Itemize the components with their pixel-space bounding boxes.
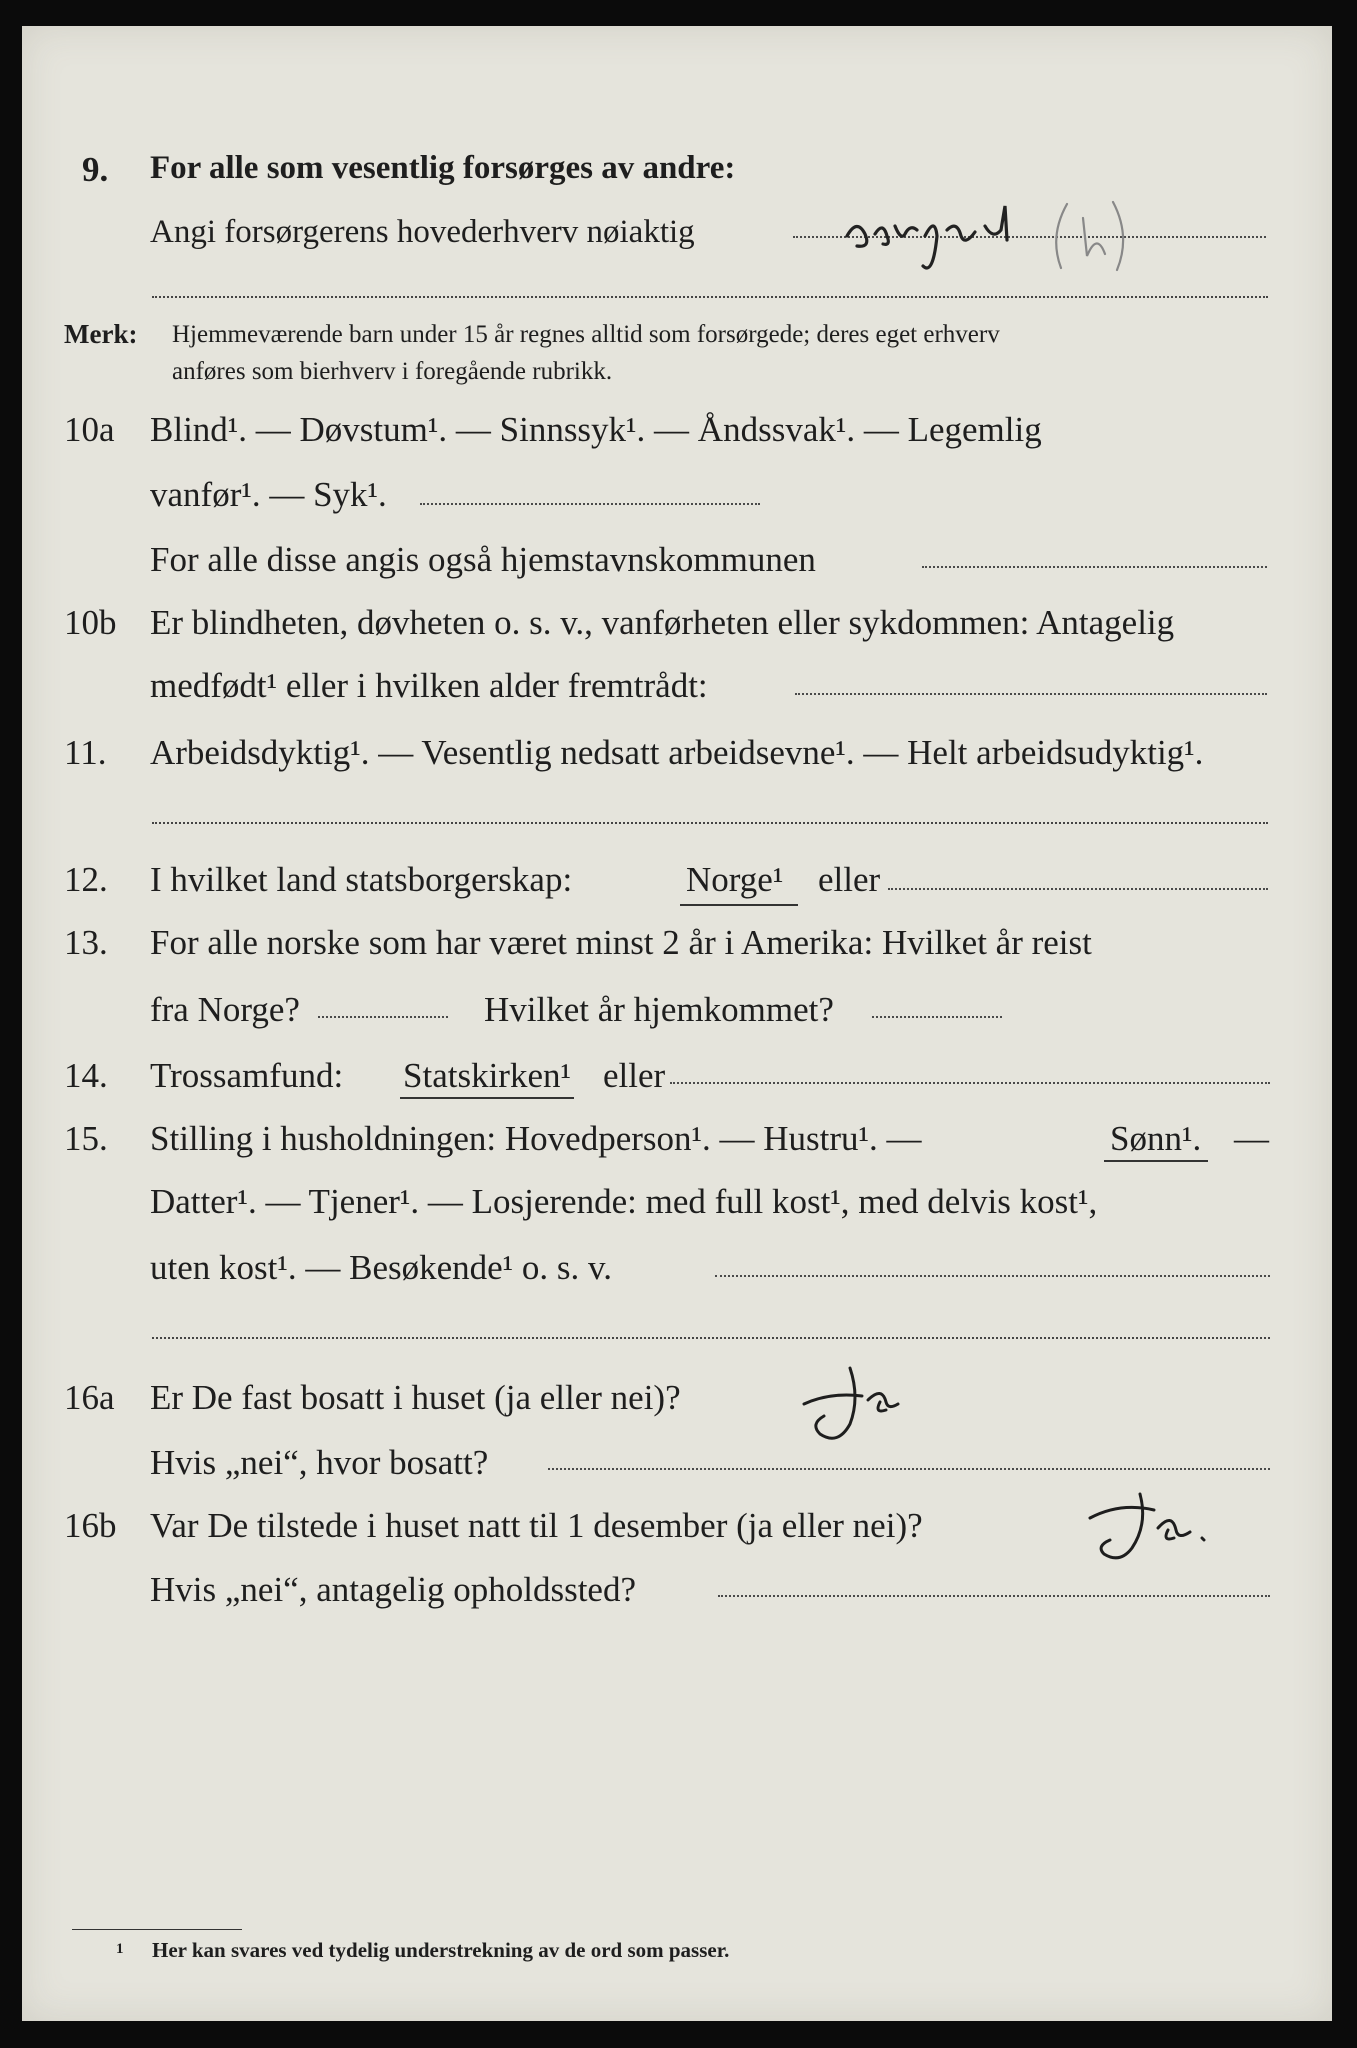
q16b-line-2: Hvis „nei“, antagelig opholdssted?	[150, 1570, 636, 1609]
q10a-answer-line	[420, 503, 760, 505]
q10b-answer-line	[795, 693, 1267, 695]
q13-line-1: For alle norske som har været minst 2 år i Amerika: Hvilket år reist	[150, 923, 1092, 962]
q12-answer-line	[888, 888, 1268, 890]
q14-suffix: eller	[603, 1056, 666, 1095]
q12-option-norge: Norge¹	[686, 860, 784, 899]
merk-line-1: Hjemmeværende barn under 15 år regnes alltid som forsørgede; deres eget erhverv	[172, 321, 1000, 348]
q12-number: 12.	[64, 860, 108, 899]
q10a-line-1: Blind¹. — Døvstum¹. — Sinnssyk¹. — Åndssvak¹. — Legemlig	[150, 410, 1042, 449]
q16a-line-1: Er De fast bosatt i huset (ja eller nei)?	[150, 1378, 681, 1417]
q10a-number: 10a	[64, 410, 115, 449]
q12-prefix: I hvilket land statsborgerskap:	[150, 860, 573, 899]
q10b-line-1: Er blindheten, døvheten o. s. v., vanførheten eller sykdommen: Antagelig	[150, 603, 1175, 642]
q16b-answer-line	[718, 1595, 1270, 1597]
q9-heading: For alle som vesentlig forsørges av andre:	[150, 150, 736, 186]
q12-option-underline	[680, 904, 798, 906]
q10a-line-3: For alle disse angis også hjemstavnskommunen	[150, 540, 816, 579]
q11-answer-line	[152, 822, 1268, 824]
q15-number: 15.	[64, 1119, 108, 1158]
q15-answer-line	[715, 1275, 1270, 1277]
q15-extra-line	[152, 1337, 1270, 1339]
q13-line-2b: Hvilket år hjemkommet?	[484, 990, 834, 1029]
q9-prompt: Angi forsørgerens hovederhverv nøiaktig	[150, 214, 695, 250]
footnote-mark: 1	[116, 1941, 124, 1957]
footnote-separator	[72, 1929, 242, 1930]
q16a-handwritten-answer	[790, 1358, 920, 1448]
q13-line-2a: fra Norge?	[150, 990, 300, 1029]
q16b-handwritten-answer	[1070, 1488, 1220, 1568]
footnote-text: Her kan svares ved tydelig understrekning av de ord som passer.	[152, 1938, 730, 1962]
q15-line-1c: —	[1234, 1119, 1269, 1158]
q15-option-sonn: Sønn¹.	[1110, 1119, 1202, 1158]
q14-number: 14.	[64, 1056, 108, 1095]
q15-line-2: Datter¹. — Tjener¹. — Losjerende: med full kost¹, med delvis kost¹,	[150, 1182, 1098, 1221]
q13-number: 13.	[64, 923, 108, 962]
q15-line-1a: Stilling i husholdningen: Hovedperson¹. — Hustru¹. —	[150, 1119, 922, 1158]
q10a-kommune-line	[922, 566, 1267, 568]
q16b-number: 16b	[64, 1506, 117, 1545]
q9-number: 9.	[82, 150, 109, 189]
q10b-number: 10b	[64, 603, 117, 642]
merk-label: Merk:	[64, 319, 138, 349]
q15-line-3: uten kost¹. — Besøkende¹ o. s. v.	[150, 1248, 613, 1287]
q15-option-underline	[1104, 1160, 1208, 1162]
q16a-answer-line	[548, 1468, 1270, 1470]
q11-line-1: Arbeidsdyktig¹. — Vesentlig nedsatt arbeidsevne¹. — Helt arbeidsudyktig¹.	[150, 733, 1204, 772]
q16b-line-1: Var De tilstede i huset natt til 1 desember (ja eller nei)?	[150, 1506, 923, 1545]
q14-option-underline	[400, 1097, 574, 1099]
q13-reist-line	[318, 1016, 448, 1018]
q12-suffix: eller	[818, 860, 881, 899]
q9-handwritten-answer	[835, 196, 1135, 286]
q10a-line-2: vanfør¹. — Syk¹.	[150, 475, 387, 514]
q14-option-statskirken: Statskirken¹	[403, 1056, 571, 1095]
q16a-number: 16a	[64, 1378, 115, 1417]
q9-extra-line	[152, 296, 1268, 298]
q10b-line-2: medfødt¹ eller i hvilken alder fremtrådt:	[150, 666, 708, 705]
merk-line-2: anføres som bierhverv i foregående rubrikk.	[172, 358, 613, 385]
q13-hjemkommet-line	[872, 1016, 1002, 1018]
q14-prefix: Trossamfund:	[150, 1056, 344, 1095]
q16a-line-2: Hvis „nei“, hvor bosatt?	[150, 1443, 489, 1482]
q11-number: 11.	[64, 733, 107, 772]
q14-answer-line	[670, 1082, 1270, 1084]
